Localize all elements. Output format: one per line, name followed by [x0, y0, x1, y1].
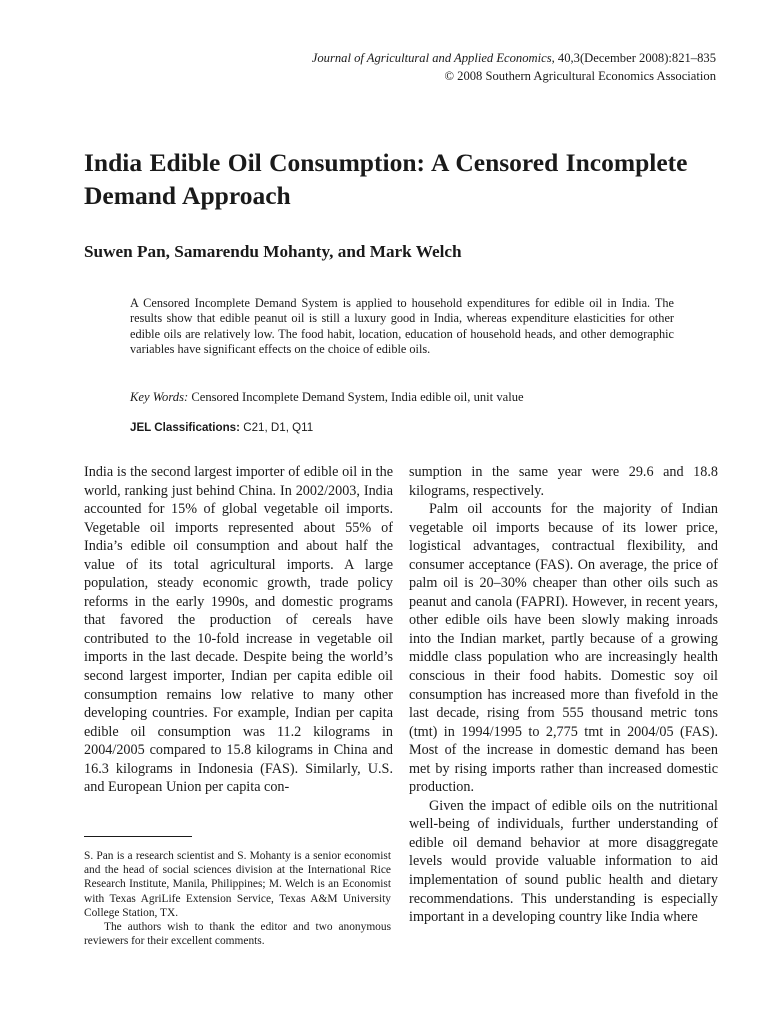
- journal-header: [312, 49, 716, 85]
- article-title: India Edible Oil Consumption: A Censored Incomplete Demand Approach: [84, 148, 688, 210]
- jel-label: JEL Classifications:: [130, 421, 240, 434]
- footnote-divider: [84, 836, 192, 837]
- body-column-right: [409, 463, 718, 927]
- body-paragraph-continued: sumption in the same year were 29.6 and 18.8 kilograms, respectively.: [409, 464, 718, 499]
- body-column-left: [84, 463, 393, 797]
- keywords-text: Censored Incomplete Demand System, India edible oil, unit value: [188, 390, 524, 404]
- abstract: A Censored Incomplete Demand System is applied to household expenditures for edible oil in India. The results show that edible peanut oil is still a luxury good in India, whereas expenditure elasticities for other edible oils are relatively low. The food habit, location, education of household heads, and other demographic variables have significant effects on the choice of edible oils.: [130, 296, 674, 357]
- author-list: Suwen Pan, Samarendu Mohanty, and Mark Welch: [84, 242, 462, 261]
- journal-name: Journal of Agricultural and Applied Economics,: [311, 51, 555, 65]
- keywords-label: Key Words:: [130, 390, 189, 404]
- copyright-line: © 2008 Southern Agricultural Economics Association: [444, 69, 716, 83]
- keywords: [130, 390, 690, 405]
- journal-citation: [312, 49, 716, 67]
- jel-text: C21, D1, Q11: [239, 421, 314, 434]
- author-affiliation-footnote: S. Pan is a research scientist and S. Mohanty is a senior economist and the head of social sciences division at the International Rice Research Institute, Manila, Philippines; M. Welch is an Economist with Texas AgriLife Extension Service, Texas A&M University College Station, TX.: [84, 850, 391, 919]
- journal-issue: 40,3(December 2008):821–835: [554, 51, 716, 65]
- footnotes: [84, 849, 391, 948]
- acknowledgment-footnote: The authors wish to thank the editor and two anonymous reviewers for their excellent comments.: [84, 921, 391, 948]
- jel-classifications: [130, 421, 313, 434]
- body-paragraph: India is the second largest importer of edible oil in the world, ranking just behind China. In 2002/2003, India accounted for 15% of global vegetable oil imports. Vegetable oil imports represented about 55% of India’s edible oil consumption and about half the value of its total agricultural imports. A large population, steady economic growth, trade policy reforms in the early 1990s, and domestic programs that favored the production of cereals have contributed to the 10-fold increase in vegetable oil imports in the last decade. Despite being the world’s second largest importer, Indian per capita edible oil consumption remains low relative to many other developing countries. For example, Indian per capita edible oil consumption was 11.2 kilograms in 2004/2005 compared to 15.8 kilograms in China and 16.3 kilograms in Indonesia (FAS). Similarly, U.S. and European Union per capita con-: [84, 464, 393, 796]
- body-paragraph: Palm oil accounts for the majority of Indian vegetable oil imports because of its lower price, logistical advantages, contractual flexibility, and consumer acceptance (FAS). On average, the price of palm oil is 20–30% cheaper than other oils such as peanut and canola (FAPRI). However, in recent years, other edible oils have been slowly making inroads into the Indian market, partly because of a growing middle class population who are increasingly health conscious in their food habits. Domestic soy oil consumption has increased more than fivefold in the last decade, rising from 555 thousand metric tons (tmt) in 1994/1995 to 2,775 tmt in 2004/05 (FAS). Most of the increase in domestic demand has been met by rising imports rather than increased domestic production.: [409, 501, 718, 796]
- body-paragraph: Given the impact of edible oils on the nutritional well-being of individuals, further understanding of edible oil demand behavior at more disaggregate levels would provide valuable information to aid implementation of sound public health and dietary recommendations. This understanding is especially important in a developing country like India where: [409, 797, 718, 926]
